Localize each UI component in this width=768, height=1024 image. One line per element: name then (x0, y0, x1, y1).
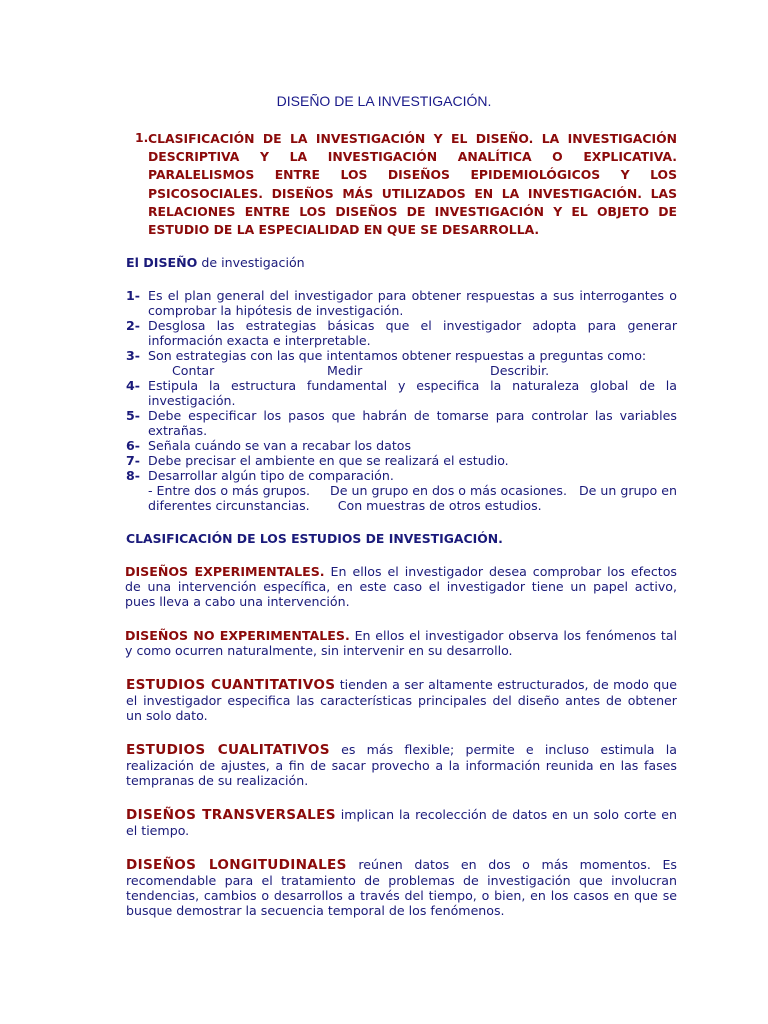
list-item (126, 453, 677, 468)
text-no-experimentales: En ellos el investigador observa los fenómenos tal y como ocurren naturalmente, sin intervenir en su desarrollo. (125, 628, 677, 658)
text-experimentales: En ellos el investigador desea comprobar los efectos de una intervención específica, en este caso el investigador tiene un papel activo, pues lleva a cabo una intervención. (125, 564, 677, 609)
list-item-number: 7- (126, 453, 140, 468)
diseno-intro (126, 255, 305, 270)
list-item-text: Son estrategias con las que intentamos obtener respuestas a preguntas como: (148, 348, 647, 363)
paragraph-cualitativos (126, 742, 677, 788)
text-cualitativos: es más flexible; permite e incluso estimula la realización de ajustes, a fin de sacar provecho a la información reunida en las fases tempranas de su realización. (126, 742, 677, 788)
list-item-text: Señala cuándo se van a recabar los datos (148, 438, 412, 453)
paragraph-longitudinales (126, 857, 677, 918)
list-item-text: Debe especificar los pasos que habrán de tomarse para controlar las variables extrañas. (148, 408, 677, 438)
list-item (126, 318, 677, 348)
list-item-text: Debe precisar el ambiente en que se realizará el estudio. (148, 453, 509, 468)
text-longitudinales: reúnen datos en dos o más momentos. Es recomendable para el tratamiento de problemas de investigación que involucran tendencias, cambios o desarrollos a través del tiempo, o bien, en los casos en que se busque demostrar la secuencia temporal de los fenómenos. (126, 857, 677, 918)
list-item (126, 378, 677, 408)
text-cuantitativos: tienden a ser altamente estructurados, de modo que el investigador especifica las características principales del diseño antes de obtener un solo dato. (126, 677, 677, 723)
term-cuantitativos: ESTUDIOS CUANTITATIVOS (126, 677, 336, 693)
list-item-number: 6- (126, 438, 140, 453)
classification-heading: CLASIFICACIÓN DE LOS ESTUDIOS DE INVESTIGACIÓN. (126, 531, 503, 546)
item3-options (126, 363, 677, 378)
list-item-number: 1- (126, 288, 140, 303)
list-item-text: Estipula la estructura fundamental y especifica la naturaleza global de la investigación. (148, 378, 677, 408)
list-item-number: 2- (126, 318, 140, 333)
list-item (126, 408, 677, 438)
option-medir: Medir (327, 363, 363, 378)
list-item (126, 438, 677, 453)
paragraph-transversales (126, 807, 677, 838)
term-no-experimentales: DISEÑOS NO EXPERIMENTALES. (125, 628, 350, 643)
list-item-number: 3- (126, 348, 140, 363)
paragraph-cuantitativos (126, 677, 677, 723)
list-item (126, 468, 677, 483)
section-heading: CLASIFICACIÓN DE LA INVESTIGACIÓN Y EL DISEÑO. LA INVESTIGACIÓN DESCRIPTIVA Y LA INVESTIGACIÓN ANALÍTICA O EXPLICATIVA. PARALELISMOS ENTRE LOS DISEÑOS EPIDEMIOLÓGICOS Y LOS PSICOSOCIALES. DISEÑOS MÁS UTILIZADOS EN LA INVESTIGACIÓN. LAS RELACIONES ENTRE LOS DISEÑOS DE INVESTIGACIÓN Y EL OBJETO DE ESTUDIO DE LA ESPECIALIDAD EN QUE SE DESARROLLA. (148, 131, 677, 238)
diseno-intro-bold: El DISEÑO (126, 255, 198, 270)
list-item-text: Es el plan general del investigador para obtener respuestas a sus interrogantes o comprobar la hipótesis de investigación. (148, 288, 677, 318)
paragraph-experimentales (125, 564, 677, 609)
list-item-text: Desarrollar algún tipo de comparación. (148, 468, 394, 483)
section-number: 1. (135, 130, 149, 145)
list-item-number: 5- (126, 408, 140, 423)
term-experimentales: DISEÑOS EXPERIMENTALES. (125, 564, 325, 579)
diseno-list (126, 288, 681, 513)
list-item-number: 4- (126, 378, 140, 393)
term-longitudinales: DISEÑOS LONGITUDINALES (126, 857, 347, 873)
list-item-text: Desglosa las estrategias básicas que el investigador adopta para generar información exacta e interpretable. (148, 318, 677, 348)
item8-subtext: - Entre dos o más grupos. De un grupo en dos o más ocasiones. De un grupo en diferentes circunstancias. Con muestras de otros estudios. (148, 483, 681, 513)
term-cualitativos: ESTUDIOS CUALITATIVOS (126, 742, 330, 758)
paragraph-no-experimentales (125, 628, 677, 658)
list-item (126, 348, 677, 363)
option-contar: Contar (172, 363, 215, 378)
option-describir: Describir. (490, 363, 550, 378)
document-title: DISEÑO DE LA INVESTIGACIÓN. (276, 93, 492, 109)
text-transversales: implican la recolección de datos en un solo corte en el tiempo. (126, 807, 677, 838)
diseno-intro-rest: de investigación (197, 255, 305, 270)
list-item (126, 288, 677, 318)
term-transversales: DISEÑOS TRANSVERSALES (126, 807, 336, 823)
list-item-number: 8- (126, 468, 140, 483)
